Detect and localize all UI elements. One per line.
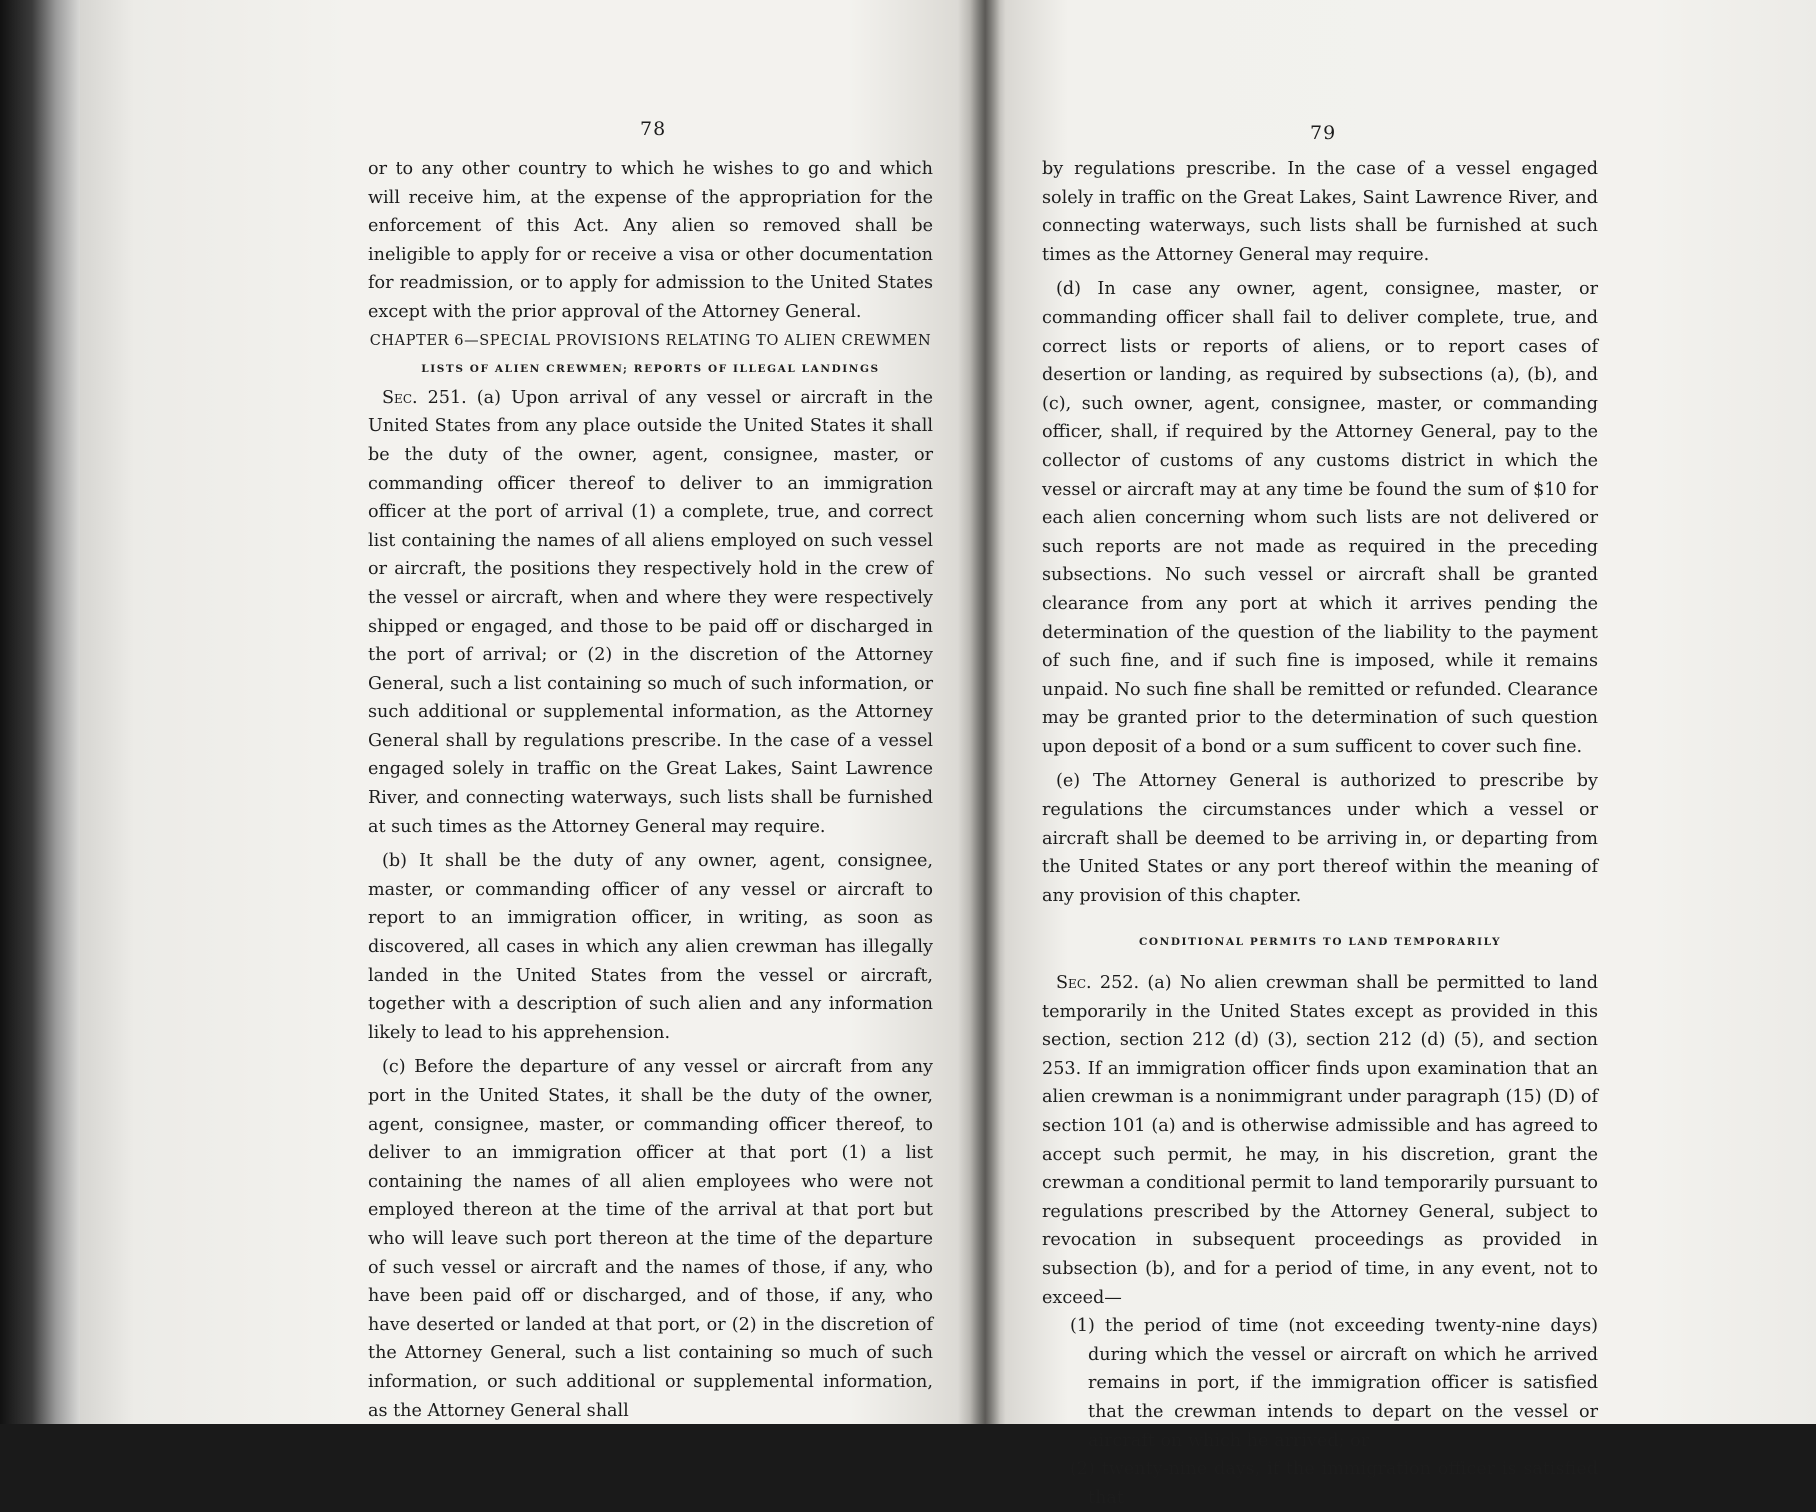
right-page-text xyxy=(1042,155,1598,1512)
left-page-number: 78 xyxy=(640,118,667,140)
section-252-a-text: (a) No alien crewman shall be permitted to land temporarily in the United States except as provided in this section, section 212 (d) (3), section 212 (d) (5), and section 253. If an immigration officer finds upon examination that an alien crewman is a nonimmigrant under paragraph (15) (D) of section 101 (a) and is otherwise admissible and has agreed to accept such permit, he may, in his discretion, grant the crewman a conditional permit to land temporarily pursuant to regulations prescribed by the Attorney General, subject to revocation in subsequent proceedings as provided in subsection (b), and for a period of time, in any event, not to exceed— xyxy=(1042,973,1598,1308)
left-page-text xyxy=(368,155,933,1425)
section-251-c: (c) Before the departure of any vessel or aircraft from any port in the United States, it shall be the duty of the owner, agent, consignee, master, or commanding officer thereof, to deliver to an immigration officer at that port (1) a list containing the names of all alien employees who were not employed thereon at the time of the arrival at that port but who will leave such port thereon at the time of the departure of such vessel or aircraft and the names of those, if any, who have been paid off or discharged, and of those, if any, who have deserted or landed at that port, or (2) in the discretion of the Attorney General, such a list containing so much of such information, or such additional or supplemental information, as the Attorney General shall xyxy=(368,1057,933,1421)
right-page-number: 79 xyxy=(1310,122,1337,144)
section-251-b: (b) It shall be the duty of any owner, agent, consignee, master, or commanding officer of any vessel or aircraft to report to an immigration officer, in writing, as soon as discovered, all cases in which any alien crewman has illegally landed in the United States from the vessel or aircraft, together with a description of such alien and any information likely to lead to his apprehension. xyxy=(368,851,933,1043)
section-251-a-text: (a) Upon arrival of any vessel or aircraft in the United States from any place outside the United States it shall be the duty of the owner, agent, consignee, master, or commanding officer thereof to deliver to an immigration officer at the port of arrival (1) a complete, true, and correct list containing the names of all aliens employed on such vessel or aircraft, the positions they respectively hold in the crew of the vessel or aircraft, when and where they were respectively shipped or engaged, and those to be paid off or discharged in the port of arrival; or (2) in the discretion of the Attorney General, such a list containing so much of such information, or such additional or supplemental information, as the Attorney General shall by regulations prescribe. In the case of a vessel engaged solely in traffic on the Great Lakes, Saint Lawrence River, and connecting waterways, such lists shall be furnished at such times as the Attorney General may require. xyxy=(368,387,933,837)
right-page xyxy=(985,0,1816,1508)
left-page xyxy=(80,0,985,1424)
section-251-a xyxy=(368,384,933,842)
section-252-a xyxy=(1042,969,1598,1312)
right-paragraph-continuation: by regulations prescribe. In the case of a vessel engaged solely in traffic on the Great Lakes, Saint Lawrence River, and connecting waterways, such lists shall be furnished at such times as the Attorney General may require. xyxy=(1042,159,1598,265)
section-252-item-1: (1) the period of time (not exceeding twenty-nine days) during which the vessel or aircraft on which he arrived remains in port, if the immigration officer is satisfied that the crewman intends to depart on the vessel or aircraft on which he arrived; or xyxy=(1070,1316,1598,1451)
section-heading-lists: LISTS OF ALIEN CREWMEN; REPORTS OF ILLEGAL LANDINGS xyxy=(421,363,880,376)
book-page-edges xyxy=(0,0,80,1424)
chapter-title: CHAPTER 6—SPECIAL PROVISIONS RELATING TO ALIEN CREWMEN xyxy=(369,332,932,349)
book-gutter xyxy=(970,0,1000,1424)
section-251-e: (e) The Attorney General is authorized to prescribe by regulations the circumstances under which a vessel or aircraft shall be deemed to be arriving in, or departing from the United States or any port thereof within the meaning of any provision of this chapter. xyxy=(1042,771,1598,906)
section-252-label: Sec. 252. xyxy=(1056,973,1140,994)
section-252-item-2: (2) twenty-nine days, if the immigration officer is satisfied that xyxy=(1070,1459,1598,1508)
section-251-label: Sec. 251. xyxy=(382,387,467,408)
left-paragraph-continuation: or to any other country to which he wishes to go and which will receive him, at the expense of the appropriation for the enforcement of this Act. Any alien so removed shall be ineligible to apply for or receive a visa or other documentation for readmission, or to apply for admission to the United States except with the prior approval of the Attorney General. xyxy=(368,159,933,322)
section-heading-conditional-permits: CONDITIONAL PERMITS TO LAND TEMPORARILY xyxy=(1138,936,1502,949)
section-251-d: (d) In case any owner, agent, consignee, master, or commanding officer shall fail to deliver complete, true, and correct lists or reports of aliens, or to report cases of desertion or landing, as required by subsections (a), (b), and (c), such owner, agent, consignee, master, or commanding officer, shall, if required by the Attorney General, pay to the collector of customs of any customs district in which the vessel or aircraft may at any time be found the sum of $10 for each alien concerning whom such lists are not delivered or such reports are not made as required in the preceding subsections. No such vessel or aircraft shall be granted clearance from any port at which it arrives pending the determination of the question of the liability to the payment of such fine, and if such fine is imposed, while it remains unpaid. No such fine shall be remitted or refunded. Clearance may be granted prior to the determination of such question upon deposit of a bond or a sum sufficent to cover such fine. xyxy=(1042,279,1598,757)
